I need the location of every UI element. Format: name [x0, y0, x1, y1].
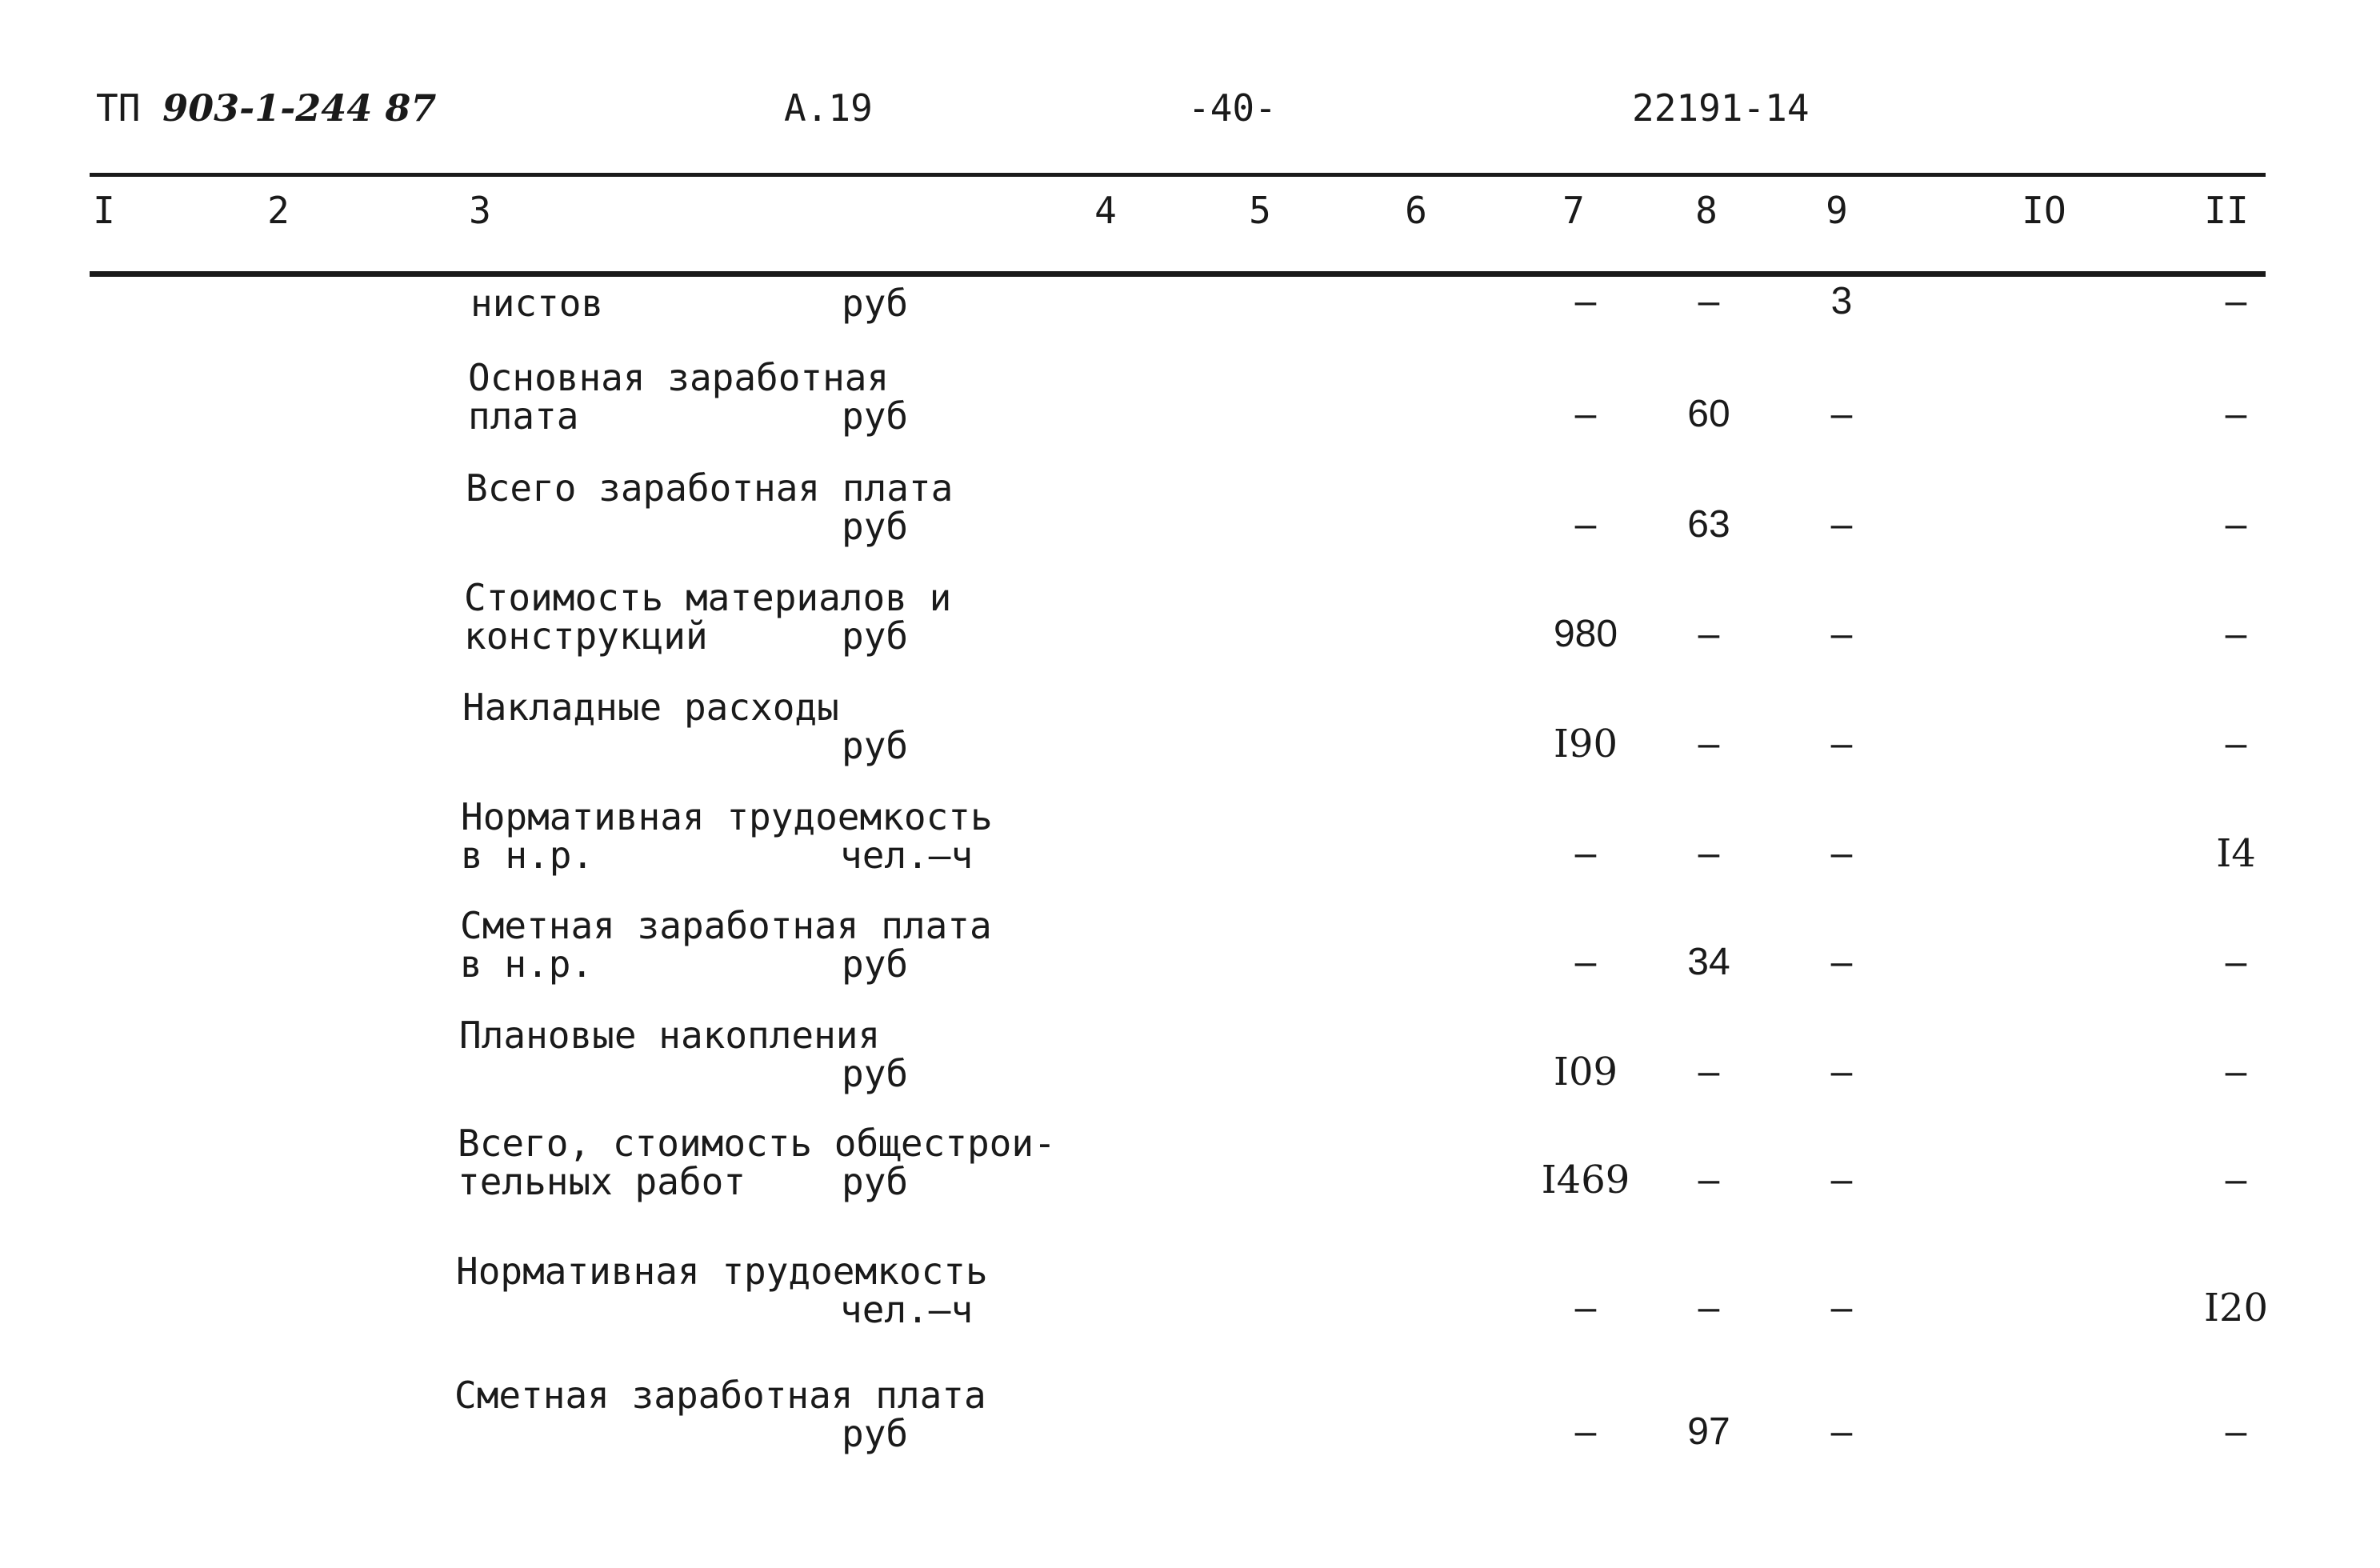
- value-cell-col11: I4: [2216, 831, 2256, 876]
- row-unit: руб: [842, 505, 909, 548]
- row-description-cont: плата: [468, 394, 579, 438]
- value-cell-col9: –: [1830, 613, 1853, 655]
- row-description: Сметная заработная плата: [460, 904, 992, 947]
- value-cell-col7: –: [1574, 1286, 1597, 1329]
- value-cell-col8: 63: [1687, 503, 1730, 546]
- row-unit: руб: [842, 1412, 909, 1455]
- row-unit: руб: [842, 394, 909, 438]
- value-cell-col11: –: [2225, 722, 2247, 765]
- column-number: 4: [1094, 189, 1117, 232]
- value-cell-col9: 3: [1830, 280, 1853, 322]
- column-number: IO: [2022, 189, 2066, 232]
- value-cell-col11: –: [2225, 393, 2247, 435]
- value-cell-col9: –: [1830, 722, 1853, 765]
- row-unit: чел.–ч: [840, 834, 974, 877]
- row-description-cont: тельных работ: [458, 1160, 746, 1203]
- row-description: Стоимость материалов и: [464, 576, 952, 619]
- row-unit: руб: [842, 1160, 909, 1203]
- value-cell-col7: I469: [1541, 1158, 1630, 1202]
- value-cell-col7: –: [1574, 1410, 1597, 1453]
- row-description: Нормативная трудоемкость: [461, 795, 993, 838]
- column-number: 8: [1695, 189, 1718, 232]
- row-description-cont: в н.р.: [461, 834, 594, 877]
- row-description: Накладные расходы: [462, 686, 839, 729]
- value-cell-col9: –: [1830, 1050, 1853, 1093]
- row-description: Всего заработная плата: [466, 466, 954, 510]
- value-cell-col11: –: [2225, 503, 2247, 546]
- row-unit: руб: [842, 614, 909, 658]
- value-cell-col9: –: [1830, 503, 1853, 546]
- value-cell-col9: –: [1830, 1158, 1853, 1201]
- value-cell-col8: –: [1698, 280, 1720, 322]
- value-cell-col9: –: [1830, 1286, 1853, 1329]
- value-cell-col9: –: [1830, 832, 1853, 874]
- value-cell-col7: I90: [1553, 722, 1618, 766]
- value-cell-col8: –: [1698, 1050, 1720, 1093]
- column-number: 3: [469, 189, 491, 232]
- value-cell-col8: –: [1698, 1158, 1720, 1201]
- row-unit: руб: [842, 1052, 909, 1095]
- album-number: А.19: [784, 86, 873, 130]
- page-number: -40-: [1188, 86, 1277, 130]
- value-cell-col7: 980: [1553, 613, 1618, 655]
- value-cell-col8: 34: [1687, 941, 1730, 983]
- value-cell-col7: –: [1574, 832, 1597, 874]
- header-top-rule: [90, 173, 2266, 177]
- value-cell-col7: –: [1574, 393, 1597, 435]
- row-unit: руб: [842, 724, 909, 767]
- value-cell-col9: –: [1830, 1410, 1853, 1453]
- row-unit: чел.–ч: [840, 1288, 974, 1331]
- tp-prefix: ТП: [96, 86, 141, 130]
- column-number: 9: [1826, 189, 1848, 232]
- value-cell-col8: 97: [1687, 1410, 1730, 1453]
- value-cell-col11: –: [2225, 613, 2247, 655]
- row-description: Сметная заработная плата: [454, 1374, 986, 1417]
- value-cell-col7: I09: [1553, 1050, 1618, 1094]
- value-cell-col8: 60: [1687, 393, 1730, 435]
- row-description: Плановые накопления: [459, 1014, 881, 1057]
- value-cell-col11: –: [2225, 1410, 2247, 1453]
- value-cell-col11: –: [2225, 1158, 2247, 1201]
- value-cell-col8: –: [1698, 1286, 1720, 1329]
- document-number: 22191-14: [1632, 86, 1810, 130]
- column-number: II: [2204, 189, 2249, 232]
- value-cell-col11: –: [2225, 1050, 2247, 1093]
- column-number: 6: [1405, 189, 1427, 232]
- value-cell-col7: –: [1574, 280, 1597, 322]
- column-number: I: [93, 189, 115, 232]
- value-cell-col7: –: [1574, 503, 1597, 546]
- header-bottom-rule: [90, 271, 2266, 277]
- document-code: [96, 86, 437, 130]
- row-description-cont: в н.р.: [460, 942, 594, 986]
- row-description: нистов: [470, 282, 604, 325]
- column-number: 5: [1249, 189, 1271, 232]
- project-code: 903-1-244 87: [162, 86, 437, 130]
- value-cell-col11: I20: [2203, 1286, 2269, 1330]
- column-number: 7: [1562, 189, 1585, 232]
- value-cell-col9: –: [1830, 393, 1853, 435]
- row-description: Основная заработная: [468, 356, 890, 399]
- row-unit: руб: [842, 282, 909, 325]
- value-cell-col8: –: [1698, 832, 1720, 874]
- value-cell-col7: –: [1574, 941, 1597, 983]
- row-description: Всего, стоимость общестрои-: [458, 1122, 1056, 1165]
- row-unit: руб: [842, 942, 909, 986]
- row-description: Нормативная трудоемкость: [456, 1250, 988, 1293]
- value-cell-col11: –: [2225, 941, 2247, 983]
- column-number: 2: [267, 189, 290, 232]
- value-cell-col9: –: [1830, 941, 1853, 983]
- value-cell-col11: –: [2225, 280, 2247, 322]
- row-description-cont: конструкций: [464, 614, 708, 658]
- value-cell-col8: –: [1698, 613, 1720, 655]
- value-cell-col8: –: [1698, 722, 1720, 765]
